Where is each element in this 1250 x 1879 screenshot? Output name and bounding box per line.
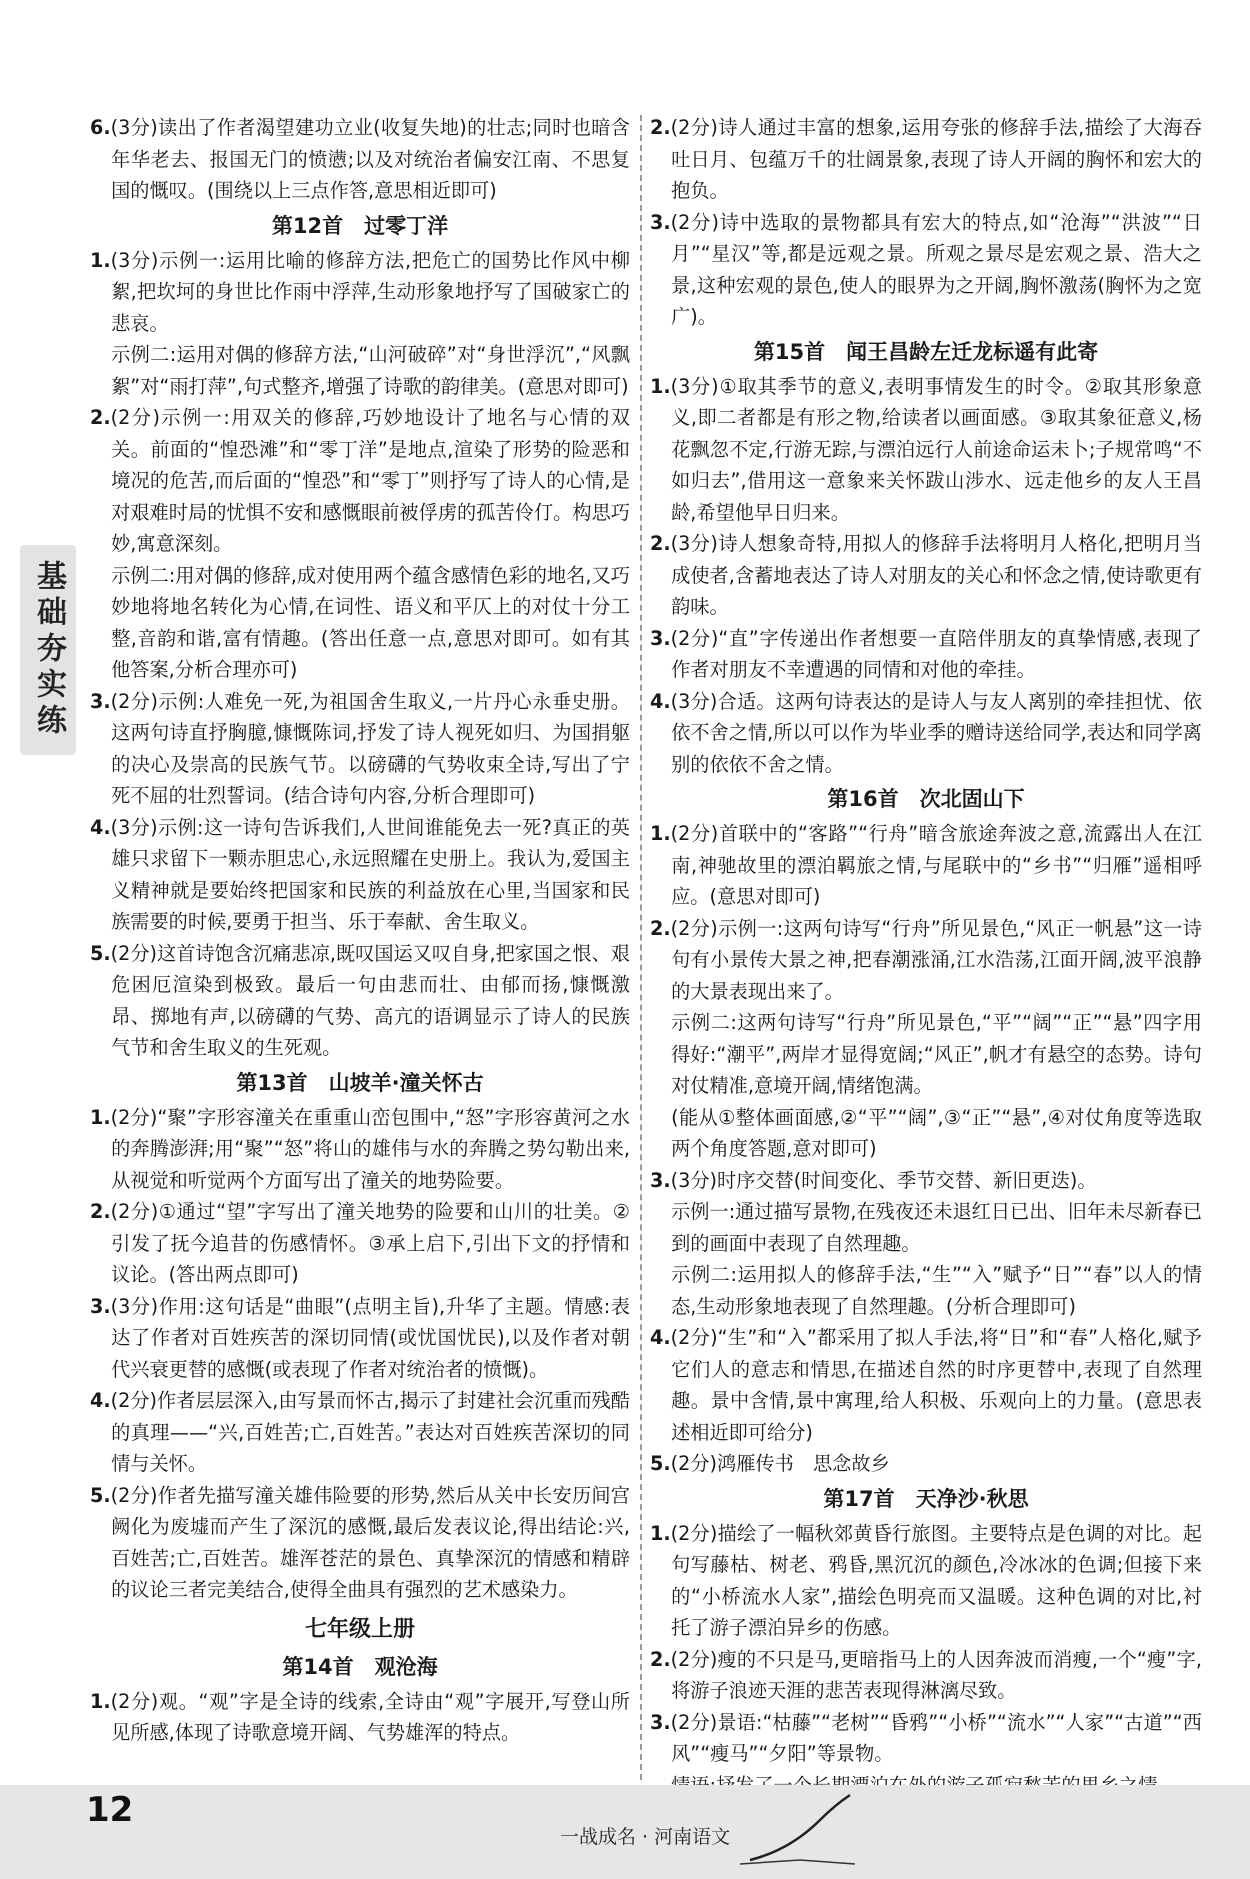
answer-text: (2分)诗人通过丰富的想象,运用夸张的修辞手法,描绘了大海吞吐日月、包蕴万千的壮阔景象,表现了诗人开阔的胸怀和宏大的抱负。 — [670, 116, 1202, 202]
answer-text: (2分)瘦的不只是马,更暗指马上的人因奔波而消瘦,一个“瘦”字,将游子浪迹天涯的悲苦表现得淋漓尽致。 — [670, 1647, 1202, 1702]
section-title: 第13首 山坡羊·潼关怀古 — [236, 1070, 484, 1095]
answer-number: 2. — [650, 116, 671, 139]
answer-number: 1. — [90, 1689, 111, 1713]
answer-item — [650, 207, 1202, 333]
answer-number: 5. — [650, 1452, 671, 1475]
answer-text: (2分)“聚”字形容潼关在重重山峦包围中,“怒”字形容黄河之水的奔腾澎湃;用“聚”“怒”将山的雄伟与水的奔腾之势勾勒出来,从视觉和听觉两个方面写出了潼关的地势险要。 — [110, 1105, 630, 1192]
answer-text: (2分)“生”和“入”都采用了拟人手法,将“日”和“春”人格化,赋予它们人的意志和情思,在描述自然的时序更替中,表现了自然理趣。景中含情,景中寓理,给人积极、乐观向上的力量。(意思表述相近即可给分) — [670, 1326, 1202, 1444]
answer-item — [650, 1165, 1202, 1197]
answer-text: (2分)首联中的“客路”“行舟”暗含旅途奔波之意,流露出人在江南,神驰故里的漂泊羁旅之情,与尾联中的“乡书”“归雁”遥相呼应。(意思对即可) — [670, 822, 1202, 908]
answer-item — [650, 623, 1202, 686]
answer-text: (2分)观。“观”字是全诗的线索,全诗由“观”字展开,写登山所见所感,体现了诗歌意境开阔、气势雄浑的特点。 — [110, 1689, 630, 1744]
answer-text: (3分)示例:这一诗句告诉我们,人世间谁能免去一死?真正的英雄只求留下一颗赤胆忠心,永远照耀在史册上。我认为,爱国主义精神就是要始终把国家和民族的利益放在心里,当国家和民族需要的时候,要勇于担当、乐于奉献、舍生取义。 — [110, 815, 630, 933]
answer-item — [650, 112, 1202, 207]
answer-number: 1. — [650, 1521, 671, 1545]
answer-item — [650, 1322, 1202, 1448]
answer-item — [650, 913, 1202, 1008]
side-tab-label: 基础夯实练 — [31, 560, 66, 740]
answer-subparagraph: (能从①整体画面感,②“平”“阔”,③“正”“悬”,④对仗角度等选取两个角度答题,意对即可) — [671, 1105, 1202, 1160]
answer-subparagraph: 示例二:运用对偶的修辞方法,“山河破碎”对“身世浮沉”,“风飘絮”对“雨打萍”,句式整齐,增强了诗歌的韵律美。(意思对即可) — [111, 343, 630, 398]
answer-number: 5. — [90, 941, 111, 965]
answer-item — [650, 528, 1202, 623]
answer-item — [650, 686, 1202, 781]
answer-item — [90, 245, 630, 340]
answer-number: 3. — [650, 210, 671, 234]
answer-text: (3分)读出了作者渴望建功立业(收复失地)的壮志;同时也暗含年华老去、报国无门的愤懑;以及对统治者偏安江南、不思复国的慨叹。(围绕以上三点作答,意思相近即可) — [110, 116, 630, 202]
answer-text: (3分)诗人想象奇特,用拟人的修辞手法将明月人格化,把明月当成使者,含蓄地表达了诗人对朋友的关心和怀念之情,使诗歌更有韵味。 — [670, 532, 1202, 618]
answer-item — [90, 402, 630, 560]
answer-number: 1. — [90, 248, 111, 272]
answer-number: 2. — [90, 406, 111, 429]
section-title: 第14首 观沧海 — [282, 1654, 438, 1679]
answer-item — [650, 1644, 1202, 1707]
pen-icon — [740, 1790, 860, 1870]
answer-number: 4. — [650, 689, 671, 713]
answer-subparagraph: 示例二:用对偶的修辞,成对使用两个蕴含感情色彩的地名,又巧妙地将地名转化为心情,在词性、语义和平仄上的对仗十分工整,音韵和谐,富有情趣。(答出任意一点,意思对即可。如有其他答案,分析合理亦可) — [111, 563, 630, 681]
right-column — [650, 112, 1202, 1801]
left-column — [90, 112, 630, 1749]
answer-text: (2分)这首诗饱含沉痛悲凉,既叹国运又叹自身,把家国之恨、艰危困厄渲染到极致。最后一句由悲而壮、由郁而扬,慷慨激昂、掷地有声,以磅礴的气势、高亢的语调显示了诗人的民族气节和舍生取义的生死观。 — [110, 941, 630, 1059]
section-title: 第12首 过零丁洋 — [271, 213, 449, 238]
answer-item — [90, 1102, 630, 1197]
answer-text: (2分)作者层层深入,由写景而怀古,揭示了封建社会沉重而残酷的真理——“兴,百姓苦;亡,百姓苦。”表达对百姓疾苦深切的同情与关怀。 — [110, 1389, 630, 1475]
section-title: 第16首 次北固山下 — [827, 787, 1025, 811]
answer-subparagraph: 示例一:通过描写景物,在残夜还未退红日已出、旧年未尽新春已到的画面中表现了自然理趣。 — [671, 1200, 1202, 1255]
answer-item — [90, 686, 630, 812]
answer-item — [90, 112, 630, 207]
answer-item — [650, 1448, 1202, 1480]
answer-text: (2分)“直”字传递出作者想要一直陪伴朋友的真挚情感,表现了作者对朋友不幸遭遇的同情和对他的牵挂。 — [670, 626, 1202, 681]
answer-item — [90, 812, 630, 938]
answer-text: (2分)描绘了一幅秋郊黄昏行旅图。主要特点是色调的对比。起句写藤枯、树老、鸦昏,黑沉沉的颜色,冷冰冰的色调;但接下来的“小桥流水人家”,描绘色明亮而又温暖。这种色调的对比,衬托了游子漂泊异乡的伤感。 — [670, 1521, 1202, 1639]
section-title: 第17首 天净沙·秋思 — [823, 1486, 1029, 1511]
answer-subparagraph: 示例二:这两句诗写“行舟”所见景色,“平”“阔”“正”“悬”四字用得好:“潮平”,两岸才显得宽阔;“风正”,帆才有悬空的态势。诗句对仗精准,意境开阔,情绪饱满。 — [671, 1011, 1202, 1097]
answer-text: (2分)景语:“枯藤”“老树”“昏鸦”“小桥”“流水”“人家”“古道”“西风”“瘦马”“夕阳”等景物。 — [670, 1710, 1202, 1765]
answer-item — [650, 818, 1202, 913]
answer-number: 2. — [650, 532, 671, 555]
answer-text: (2分)示例一:这两句诗写“行舟”所见景色,“风正一帆悬”这一诗句有小景传大景之神,把春潮涨涌,江水浩荡,江面开阔,波平浪静的大景表现出来了。 — [670, 916, 1202, 1003]
answer-item — [650, 1518, 1202, 1644]
answer-item — [90, 1196, 630, 1291]
answer-number: 1. — [650, 374, 671, 398]
answer-number: 4. — [90, 815, 111, 839]
answer-text: (3分)时序交替(时间变化、季节交替、新旧更迭)。 — [670, 1168, 1097, 1192]
section-title: 第15首 闻王昌龄左迁龙标遥有此寄 — [753, 339, 1099, 364]
answer-number: 1. — [90, 1105, 111, 1129]
answer-item — [90, 938, 630, 1064]
answer-text: (2分)鸿雁传书 思念故乡 — [670, 1452, 890, 1475]
answer-item — [90, 1291, 630, 1386]
answer-number: 4. — [650, 1326, 671, 1349]
answer-text: (2分)①通过“望”字写出了潼关地势的险要和山川的壮美。②引发了抚今追昔的伤感情怀。③承上启下,引出下文的抒情和议论。(答出两点即可) — [110, 1200, 630, 1286]
answer-text: (2分)诗中选取的景物都具有宏大的特点,如“沧海”“洪波”“日月”“星汉”等,都是远观之景。所观之景尽是宏观之景、浩大之景,这种宏观的景色,使人的眼界为之开阔,胸怀激荡(胸怀为之宽广)。 — [670, 210, 1202, 328]
answer-item — [90, 1480, 630, 1606]
column-divider — [640, 115, 642, 1780]
answer-number: 2. — [650, 1647, 671, 1671]
answer-subparagraph: 示例二:运用拟人的修辞手法,“生”“入”赋予“日”“春”以人的情态,生动形象地表现了自然理趣。(分析合理即可) — [671, 1263, 1202, 1318]
answer-number: 2. — [90, 1200, 111, 1223]
answer-item — [650, 371, 1202, 529]
answer-number: 3. — [90, 1294, 111, 1318]
answer-text: (2分)示例:人难免一死,为祖国舍生取义,一片丹心永垂史册。这两句诗直抒胸臆,慷慨陈词,抒发了诗人视死如归、为国捐躯的决心及崇高的民族气节。以磅礴的气势收束全诗,写出了宁死不屈的壮烈誓词。(结合诗句内容,分析合理即可) — [110, 689, 630, 807]
answer-item — [650, 1707, 1202, 1770]
answer-number: 2. — [650, 916, 671, 940]
grade-title: 七年级上册 — [304, 1616, 415, 1642]
side-tab — [20, 545, 76, 755]
answer-item — [90, 1385, 630, 1480]
answer-item — [90, 1686, 630, 1749]
answer-number: 1. — [650, 822, 671, 845]
answer-text: (2分)示例一:用双关的修辞,巧妙地设计了地名与心情的双关。前面的“惶恐滩”和“零丁洋”是地点,渲染了形势的险恶和境况的危苦,而后面的“惶恐”和“零丁”则抒写了诗人的心情,是对艰难时局的忧惧不安和感慨眼前被俘虏的孤苦伶仃。构思巧妙,寓意深刻。 — [110, 406, 630, 555]
answer-number: 3. — [650, 1168, 671, 1192]
answer-number: 4. — [90, 1389, 111, 1412]
answer-text: (3分)作用:这句话是“曲眼”(点明主旨),升华了主题。情感:表达了作者对百姓疾苦的深切同情(或忧国忧民),以及作者对朝代兴衰更替的感慨(或表现了作者对统治者的愤慨)。 — [110, 1294, 630, 1381]
answer-text: (3分)示例一:运用比喻的修辞方法,把危亡的国势比作风中柳絮,把坎坷的身世比作雨中浮萍,生动形象地抒写了国破家亡的悲哀。 — [110, 248, 630, 335]
page-number: 12 — [86, 1790, 134, 1830]
answer-text: (2分)作者先描写潼关雄伟险要的形势,然后从关中长安历间宫阙化为废墟而产生了深沉的感慨,最后发表议论,得出结论:兴,百姓苦;亡,百姓苦。雄浑苍茫的景色、真挚深沉的情感和精辟的议论三者完美结合,使得全曲具有强烈的艺术感染力。 — [110, 1483, 630, 1601]
answer-number: 3. — [90, 689, 111, 713]
answer-text: (3分)①取其季节的意义,表明事情发生的时令。②取其形象意义,即二者都是有形之物,给读者以画面感。③取其象征意义,杨花飘忽不定,行游无踪,与漂泊远行人前途命运未卜;子规常鸣“不如归去”,借用这一意象来关怀跋山涉水、远走他乡的友人王昌龄,希望他早日归来。 — [670, 374, 1202, 524]
answer-number: 3. — [650, 1710, 671, 1734]
answer-number: 3. — [650, 626, 671, 650]
answer-text: (3分)合适。这两句诗表达的是诗人与友人离别的牵挂担忧、依依不舍之情,所以可以作为毕业季的赠诗送给同学,表达和同学离别的依依不舍之情。 — [670, 689, 1202, 776]
footer-text: 一战成名 · 河南语文 — [560, 1826, 731, 1848]
answer-number: 5. — [90, 1483, 111, 1507]
answer-number: 6. — [90, 116, 111, 139]
